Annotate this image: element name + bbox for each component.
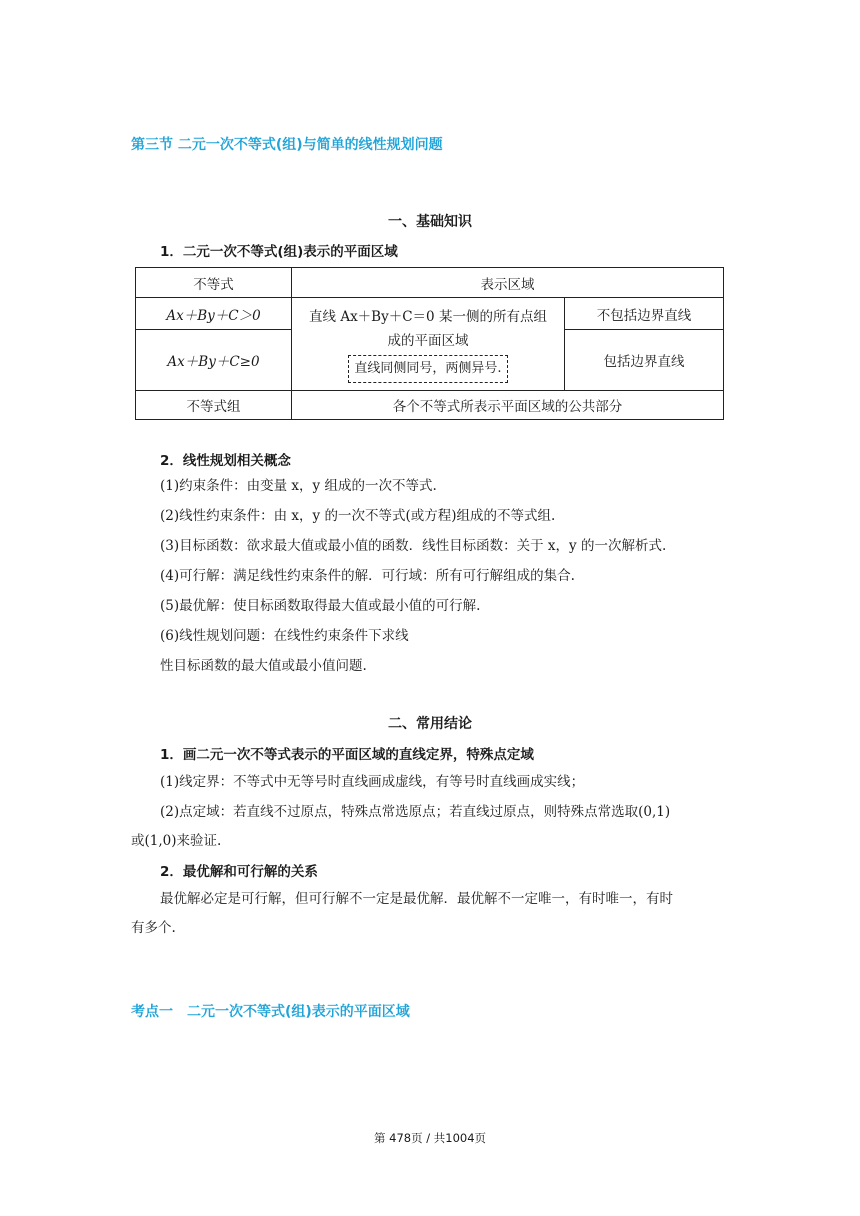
table-header-region: 表示区域 [291,267,724,298]
concept-item-3: (3)目标函数：欲求最大值或最小值的函数．线性目标函数：关于 x，y 的一次解析式. [160,538,667,554]
table-mid-line1: 直线 Ax＋By＋C＝0 某一侧的所有点组 [309,309,547,325]
section-title: 第三节 二元一次不等式(组)与简单的线性规划问题 [131,137,443,153]
table-row2-inequality: Ax＋By＋C≥0 [135,329,292,391]
part2-p3-line2: 有多个. [131,920,176,936]
part2-sub1: 1．画二元一次不等式表示的平面区域的直线定界，特殊点定域 [160,747,534,763]
page-footer: 第 478页 / 共1004页 [373,1131,487,1145]
table-row1-boundary: 不包括边界直线 [564,297,724,330]
table-row2-boundary: 包括边界直线 [564,329,724,391]
table-row3-common: 各个不等式所表示平面区域的公共部分 [291,390,724,420]
part1-heading: 一、基础知识 [388,214,472,230]
part2-p2-line2: 或(1,0)来验证. [131,833,222,849]
table-mid-note: 直线同侧同号，两侧异号. [348,355,507,383]
table-mid-line2: 成的平面区域 [387,333,469,349]
table-mid-description [291,297,565,391]
concept-item-6: (6)线性规划问题：在线性约束条件下求线 [160,628,409,644]
part1-sub1: 1．二元一次不等式(组)表示的平面区域 [160,244,398,260]
concept-item-4: (4)可行解：满足线性约束条件的解．可行域：所有可行解组成的集合. [160,568,575,584]
concept-item-2: (2)线性约束条件：由 x，y 的一次不等式(或方程)组成的不等式组. [160,508,556,524]
kaodian-title: 考点一 二元一次不等式(组)表示的平面区域 [131,1004,410,1020]
part2-p2-line1: (2)点定域：若直线不过原点，特殊点常选原点；若直线过原点，则特殊点常选取(0,1) [160,804,671,820]
concept-item-1: (1)约束条件：由变量 x，y 组成的一次不等式. [160,478,437,494]
table-header-inequality: 不等式 [135,267,292,298]
concept-item-6-cont: 性目标函数的最大值或最小值问题. [160,658,367,674]
concept-item-5: (5)最优解：使目标函数取得最大值或最小值的可行解. [160,598,481,614]
part2-p1: (1)线定界：不等式中无等号时直线画成虚线，有等号时直线画成实线； [160,774,585,790]
part2-sub2: 2．最优解和可行解的关系 [160,864,318,880]
table-row1-inequality: Ax＋By＋C＞0 [135,297,292,330]
part2-p3-line1: 最优解必定是可行解，但可行解不一定是最优解．最优解不一定唯一，有时唯一，有时 [160,891,673,907]
table-row3-system: 不等式组 [135,390,292,420]
part1-sub2: 2．线性规划相关概念 [160,453,291,469]
part2-heading: 二、常用结论 [388,716,472,732]
